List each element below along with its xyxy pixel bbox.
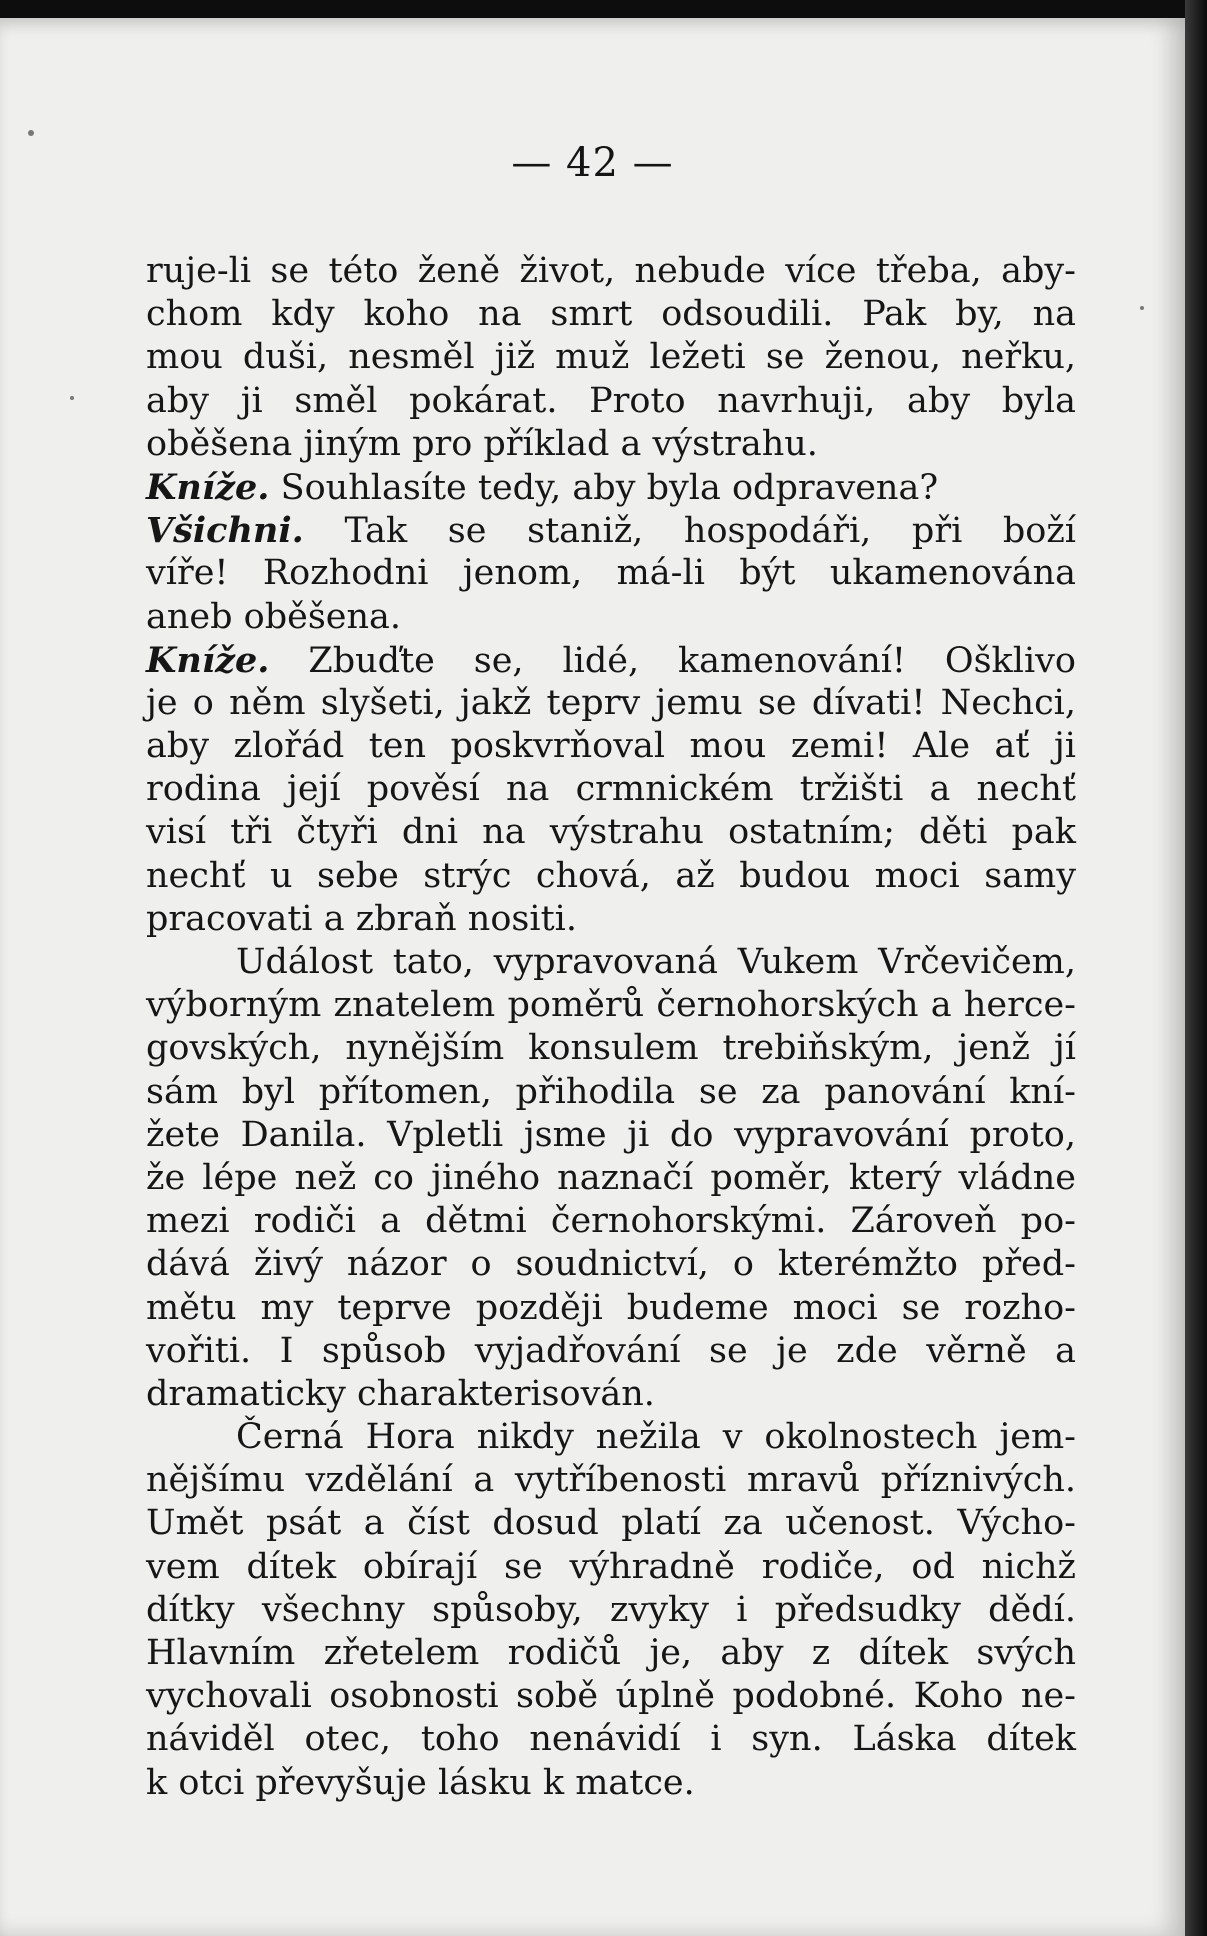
line-text: nechť u sebe strýc chová, až budou moci samy (146, 855, 1076, 896)
text-line (146, 682, 1076, 725)
text-line (146, 855, 1076, 898)
line-text: Souhlasíte tedy, aby byla odpravena? (269, 467, 939, 508)
line-text: vychovali osobnosti sobě úplně podobné. Koho ne- (146, 1676, 1076, 1717)
line-text: mětu my teprve později budeme moci se rozho- (146, 1287, 1076, 1328)
line-text: govských, nynějším konsulem trebiňským, jenž jí (146, 1028, 1076, 1069)
scan-speck (28, 130, 34, 136)
text-line (146, 1027, 1076, 1070)
line-text: vořiti. I spůsob vyjadřování se je zde věrně a (146, 1330, 1076, 1371)
text-line (146, 1589, 1076, 1632)
line-text: aby ji směl pokárat. Proto navrhuji, aby byla (146, 380, 1076, 421)
text-line (146, 1373, 1076, 1416)
line-text: aneb oběšena. (146, 596, 402, 637)
text-line (146, 1632, 1076, 1675)
speaker-name: Kníže. (146, 639, 270, 681)
text-line (146, 466, 1076, 509)
text-line (146, 250, 1076, 293)
text-line (146, 811, 1076, 854)
line-text: mou duši, nesměl již muž ležeti se ženou, neřku, (146, 337, 1076, 378)
line-text: vem dítek obírají se výhradně rodiče, od nichž (146, 1546, 1076, 1587)
speaker-name: Kníže. (146, 466, 270, 508)
body-text (146, 250, 1076, 1805)
line-text: výborným znatelem poměrů černohorských a herce- (146, 985, 1076, 1026)
line-text: k otci převyšuje lásku k matce. (146, 1762, 695, 1803)
text-line (146, 380, 1076, 423)
book-page (0, 18, 1185, 1936)
text-line (146, 1200, 1076, 1243)
text-line (146, 293, 1076, 336)
line-text: Tak se staniž, hospodáři, při boží (303, 511, 1076, 552)
text-line (146, 941, 1076, 984)
text-line (146, 898, 1076, 941)
text-line (146, 725, 1076, 768)
line-text: Černá Hora nikdy nežila v okolnostech jem- (236, 1417, 1076, 1458)
line-text: dítky všechny spůsoby, zvyky i předsudky dědí. (146, 1589, 1076, 1630)
text-line (146, 552, 1076, 595)
text-line (146, 1459, 1076, 1502)
text-line (146, 1114, 1076, 1157)
text-line (146, 1762, 1076, 1805)
text-line (146, 596, 1076, 639)
line-text: rodina její pověsí na crmnickém tržišti a nechť (146, 769, 1076, 810)
line-text: pracovati a zbraň nositi. (146, 898, 577, 939)
text-line (146, 423, 1076, 466)
line-text: že lépe než co jiného naznačí poměr, který vládne (146, 1157, 1076, 1198)
line-text: dává živý názor o soudnictví, o kterémžto před- (146, 1244, 1076, 1285)
text-line (146, 1546, 1076, 1589)
line-text: Zbuďte se, lidé, kamenování! Ošklivo (269, 640, 1076, 681)
text-line (146, 509, 1076, 552)
line-text: visí tři čtyři dni na výstrahu ostatním; děti pak (146, 812, 1076, 853)
text-line (146, 639, 1076, 682)
line-text: dramaticky charakterisován. (146, 1373, 655, 1414)
line-text: je o něm slyšeti, jakž teprv jemu se dívati! Nechci, (146, 682, 1076, 723)
text-line (146, 1502, 1076, 1545)
line-text: Hlavním zřetelem rodičů je, aby z dítek svých (146, 1633, 1076, 1673)
text-line (146, 1157, 1076, 1200)
line-text: chom kdy koho na smrt odsoudili. Pak by, na (146, 294, 1076, 335)
text-line (146, 1416, 1076, 1459)
line-text: žete Danila. Vpletli jsme ji do vypravování proto, (146, 1114, 1076, 1155)
text-line (146, 768, 1076, 811)
line-text: ruje-li se této ženě život, nebude více třeba, aby- (146, 251, 1076, 291)
text-line (146, 1675, 1076, 1718)
scan-speck (70, 396, 74, 400)
scan-edge-right (1185, 0, 1207, 1936)
line-text: Událost tato, vypravovaná Vukem Vrčevičem, (236, 942, 1076, 982)
text-line (146, 1718, 1076, 1761)
scan-speck (1140, 306, 1144, 310)
text-line (146, 1071, 1076, 1114)
line-text: aby zlořád ten poskvrňoval mou zemi! Ale ať ji (146, 726, 1076, 767)
line-text: oběšena jiným pro příklad a výstrahu. (146, 423, 818, 464)
scan-edge-top (0, 0, 1207, 18)
line-text: mezi rodiči a dětmi černohorskými. Zároveň po- (146, 1201, 1076, 1242)
text-line (146, 336, 1076, 379)
line-text: nějšímu vzdělání a vytříbenosti mravů příznivých. (146, 1460, 1076, 1501)
line-text: sám byl přítomen, přihodila se za panování kní- (146, 1071, 1076, 1112)
line-text: Umět psát a číst dosud platí za učenost. Výcho- (146, 1503, 1076, 1544)
speaker-name: Všichni. (146, 510, 304, 552)
page-number: — 42 — (511, 140, 674, 186)
text-line (146, 984, 1076, 1027)
line-text: víře! Rozhodni jenom, má-li být ukamenována (146, 553, 1076, 594)
line-text: náviděl otec, toho nenávidí i syn. Láska dítek (146, 1719, 1076, 1760)
text-line (146, 1330, 1076, 1373)
text-line (146, 1287, 1076, 1330)
text-line (146, 1243, 1076, 1286)
